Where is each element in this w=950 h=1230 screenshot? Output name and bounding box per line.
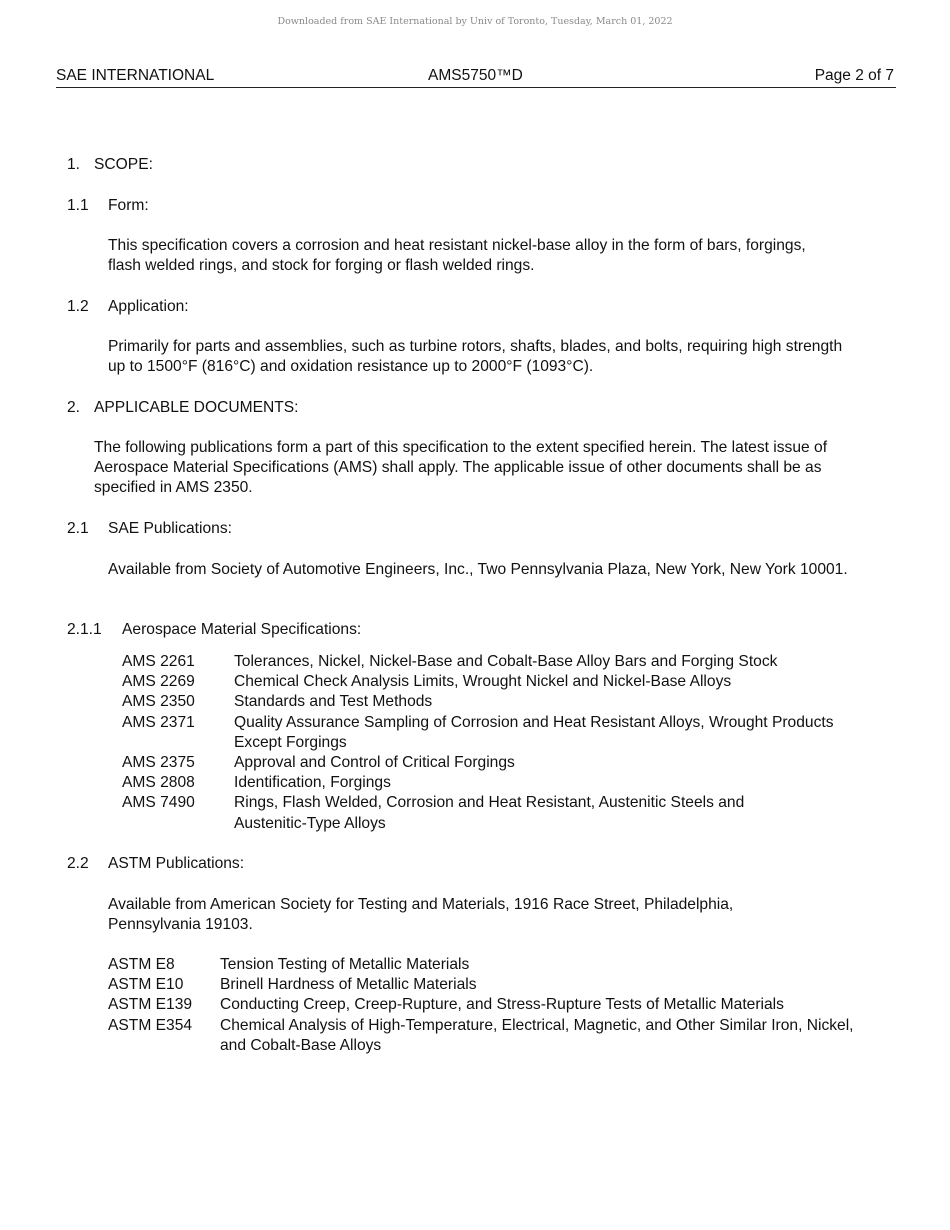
ams-spec-row <box>122 793 862 833</box>
spec-code: ASTM E8 <box>108 956 175 973</box>
section-title: APPLICABLE DOCUMENTS: <box>94 399 299 416</box>
ams-spec-row <box>122 773 862 793</box>
spec-code: AMS 2371 <box>122 713 195 731</box>
spec-title: Quality Assurance Sampling of Corrosion and Heat Resistant Alloys, Wrought Products Except Forgings <box>234 713 834 751</box>
section-title: ASTM Publications: <box>108 855 245 872</box>
spec-code: AMS 2261 <box>122 653 195 670</box>
section-number: 1.1 <box>67 197 89 214</box>
header-divider <box>56 87 896 88</box>
spec-code: AMS 2375 <box>122 754 195 772</box>
applicable-paragraph: The following publications form a part of this specification to the extent specified herein. The latest issue of Aerospace Material Specifications (AMS) shall apply. The applicable issue of other documents shall be as specified in AMS 2350. <box>94 439 828 497</box>
spec-code: AMS 2808 <box>122 774 195 792</box>
spec-title: Conducting Creep, Creep-Rupture, and Stress-Rupture Tests of Metallic Materials <box>220 996 784 1014</box>
section-number: 2. <box>67 399 81 416</box>
astm-spec-row <box>108 995 868 1015</box>
header-page-number: Page 2 of 7 <box>814 67 894 84</box>
section-title: SAE Publications: <box>108 520 232 537</box>
spec-title: Tolerances, Nickel, Nickel-Base and Cobalt-Base Alloy Bars and Forging Stock <box>234 653 778 670</box>
spec-code: ASTM E354 <box>108 1016 193 1034</box>
spec-code: ASTM E10 <box>108 976 184 994</box>
section-number: 2.1.1 <box>67 621 102 638</box>
application-paragraph: Primarily for parts and assemblies, such as turbine rotors, shafts, blades, and bolts, requiring high strength up to 1500°F (816°C) and oxidation resistance up to 2000°F (1093°C). <box>108 338 843 376</box>
spec-title: Rings, Flash Welded, Corrosion and Heat Resistant, Austenitic Steels and Austenitic-Type Alloys <box>234 794 745 832</box>
section-number: 1.2 <box>67 298 89 315</box>
ams-spec-row <box>122 692 862 712</box>
spec-code: AMS 2269 <box>122 673 195 691</box>
spec-code: AMS 2350 <box>122 693 195 711</box>
header-organization: SAE INTERNATIONAL <box>56 67 215 84</box>
astm-spec-row <box>108 955 868 975</box>
section-title: Form: <box>108 197 149 214</box>
spec-code: AMS 7490 <box>122 794 195 812</box>
spec-title: Identification, Forgings <box>234 774 391 792</box>
spec-title: Standards and Test Methods <box>234 693 433 711</box>
ams-spec-row <box>122 672 862 692</box>
astm-spec-row <box>108 1016 868 1056</box>
astm-spec-list <box>108 955 868 1056</box>
download-notice: Downloaded from SAE International by Univ of Toronto, Tuesday, March 01, 2022 <box>277 16 673 27</box>
section-number: 1. <box>67 156 81 173</box>
spec-title: Chemical Check Analysis Limits, Wrought Nickel and Nickel-Base Alloys <box>234 673 732 691</box>
sae-paragraph: Available from Society of Automotive Engineers, Inc., Two Pennsylvania Plaza, New York, New York 10001. <box>108 561 848 578</box>
section-number: 2.1 <box>67 520 89 537</box>
spec-title: Tension Testing of Metallic Materials <box>220 956 470 973</box>
spec-title: Brinell Hardness of Metallic Materials <box>220 976 477 994</box>
section-number: 2.2 <box>67 855 89 872</box>
spec-code: ASTM E139 <box>108 996 193 1014</box>
section-title: Application: <box>108 298 189 315</box>
section-title: Aerospace Material Specifications: <box>122 621 362 638</box>
ams-spec-list <box>122 652 862 834</box>
ams-spec-row <box>122 753 862 773</box>
ams-spec-row <box>122 713 862 753</box>
spec-title: Chemical Analysis of High-Temperature, Electrical, Magnetic, and Other Similar Iron, Nickel, and Cobalt-Base Alloys <box>220 1016 854 1054</box>
section-title: SCOPE: <box>94 156 153 173</box>
header-document-id: AMS5750™D <box>428 67 523 84</box>
spec-title: Approval and Control of Critical Forgings <box>234 754 515 772</box>
form-paragraph: This specification covers a corrosion and heat resistant nickel-base alloy in the form of bars, forgings, flash welded rings, and stock for forging or flash welded rings. <box>108 237 806 275</box>
ams-spec-row <box>122 652 862 672</box>
astm-paragraph: Available from American Society for Testing and Materials, 1916 Race Street, Philadelphia, Pennsylvania 19103. <box>108 896 734 934</box>
astm-spec-row <box>108 975 868 995</box>
